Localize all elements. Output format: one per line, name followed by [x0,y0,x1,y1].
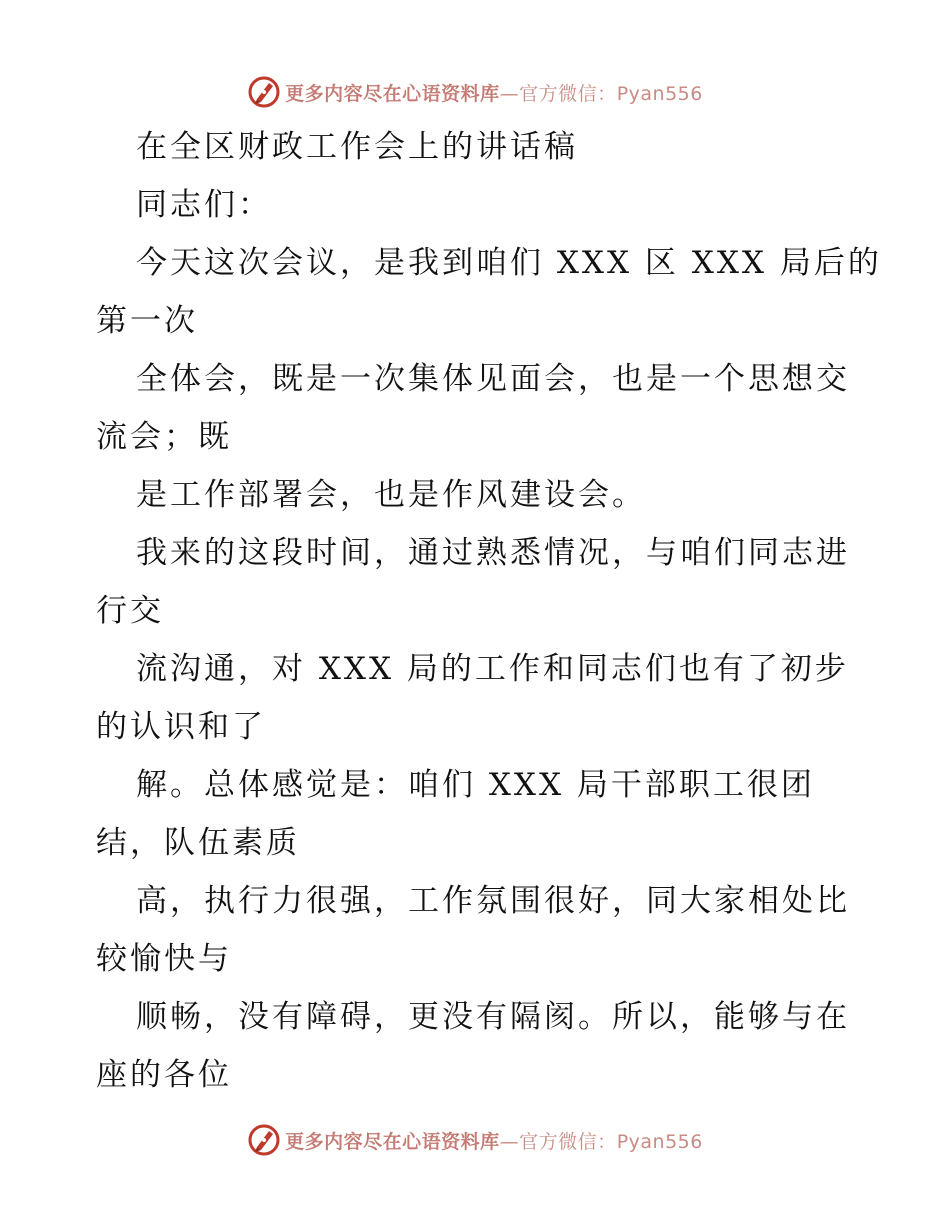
pen-logo-icon [247,1123,281,1157]
paragraph-line: 流沟通，对 XXX 局的工作和同志们也有了初步 [136,651,849,687]
pen-logo-icon [247,75,281,109]
header-banner-text: 更多内容尽在心语资料库—官方微信：Pyan556 [285,82,703,105]
paragraph-line: 较愉快与 [96,941,232,977]
document-body [96,118,882,1104]
header-banner [0,72,950,112]
paragraph-line: 的认识和了 [96,709,266,745]
salutation: 同志们： [136,187,272,223]
paragraph-line: 第一次 [96,303,198,339]
paragraph-line: 是工作部署会，也是作风建设会。 [136,477,646,513]
paragraph-line: 流会；既 [96,419,232,455]
paragraph-line: 行交 [96,593,164,629]
paragraph-line: 高，执行力很强，工作氛围很好，同大家相处比 [136,883,850,919]
footer-banner-text: 更多内容尽在心语资料库—官方微信：Pyan556 [285,1130,703,1153]
paragraph-line: 结，队伍素质 [96,825,300,861]
paragraph-line: 全体会，既是一次集体见面会，也是一个思想交 [136,361,850,397]
paragraph-line: 座的各位 [96,1057,232,1093]
footer-banner [0,1120,950,1160]
paragraph-line: 今天这次会议，是我到咱们 XXX 区 XXX 局后的 [136,245,882,281]
paragraph-line: 顺畅，没有障碍，更没有隔阂。所以，能够与在 [136,999,850,1035]
paragraph-line: 我来的这段时间，通过熟悉情况，与咱们同志进 [136,535,850,571]
document-title: 在全区财政工作会上的讲话稿 [136,129,578,165]
paragraph-line: 解。总体感觉是：咱们 XXX 局干部职工很团 [136,767,815,803]
